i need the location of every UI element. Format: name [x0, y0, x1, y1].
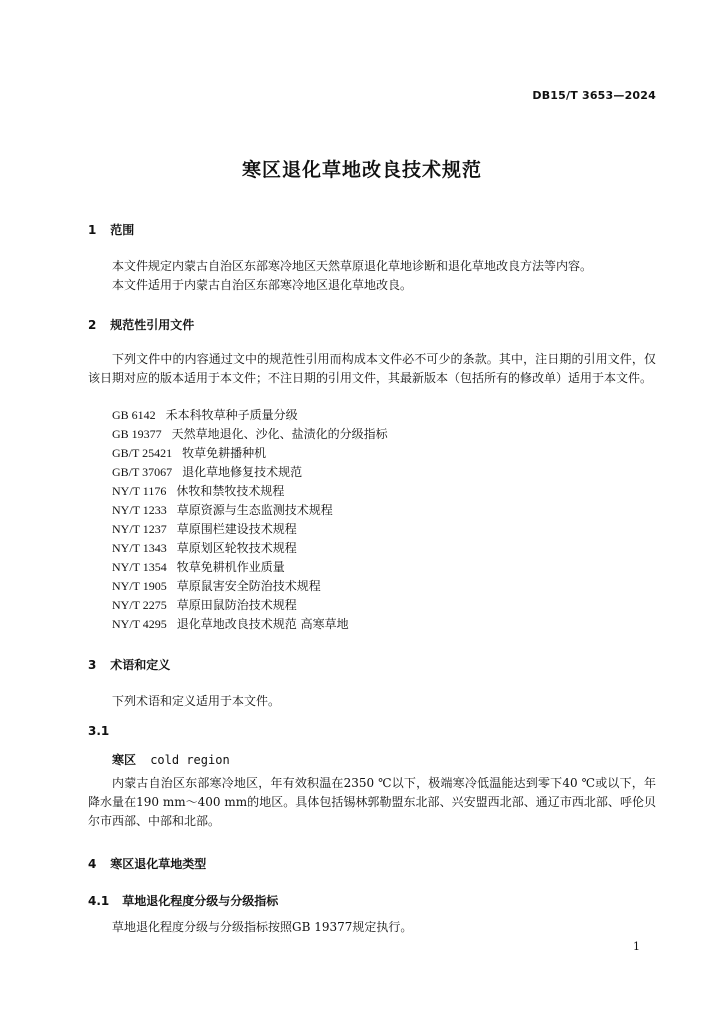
- reference-item: [112, 482, 388, 501]
- reference-code: NY/T 1176: [112, 484, 167, 498]
- section-1-title: 范围: [110, 223, 135, 237]
- section-2-number: 2: [88, 318, 97, 332]
- reference-title: 草原资源与生态监测技术规程: [176, 503, 333, 517]
- term-definition-paragraph: 内蒙古自治区东部寒冷地区，年有效积温在2350 ℃以下，极端寒冷低温能达到零下40 ℃或以下，年降水量在190 mm～400 mm的地区。具体包括锡林郭勒盟东北部、兴安盟西北部、通辽市西北部、呼伦贝尔市西部、中部和北部。: [88, 776, 656, 828]
- reference-item: [112, 596, 388, 615]
- reference-item: [112, 615, 388, 634]
- section-1-heading: [88, 221, 134, 238]
- section-2-heading: [88, 316, 194, 333]
- references-intro-paragraph: 下列文件中的内容通过文中的规范性引用而构成本文件必不可少的条款。其中，注日期的引用文件，仅该日期对应的版本适用于本文件；不注日期的引用文件，其最新版本（包括所有的修改单）适用于本文件。: [88, 352, 656, 385]
- reference-title: 草原田鼠防治技术规程: [176, 598, 297, 612]
- reference-code: NY/T 1905: [112, 579, 167, 593]
- reference-item: [112, 425, 388, 444]
- reference-code: NY/T 1354: [112, 560, 167, 574]
- reference-item: [112, 406, 388, 425]
- reference-item: [112, 444, 388, 463]
- standard-code: DB15/T 3653—2024: [532, 89, 656, 102]
- reference-title: 天然草地退化、沙化、盐渍化的分级指标: [171, 427, 388, 441]
- reference-item: [112, 501, 388, 520]
- section-3-number: 3: [88, 658, 97, 672]
- reference-code: GB 19377: [112, 427, 162, 441]
- normative-references-list: [112, 406, 388, 634]
- reference-code: GB/T 37067: [112, 465, 173, 479]
- reference-code: GB/T 25421: [112, 446, 173, 460]
- subsection-4-1-text: 草地退化程度分级与分级指标按照GB 19377规定执行。: [112, 920, 413, 934]
- reference-code: NY/T 2275: [112, 598, 167, 612]
- subsection-4-1-number: 4.1: [88, 894, 110, 908]
- reference-item: [112, 577, 388, 596]
- reference-title: 禾本科牧草种子质量分级: [165, 408, 298, 422]
- section-4-title: 寒区退化草地类型: [110, 857, 207, 871]
- section-3-heading: [88, 656, 170, 673]
- reference-code: NY/T 1233: [112, 503, 167, 517]
- terms-intro-paragraph: 下列术语和定义适用于本文件。: [112, 694, 281, 708]
- document-title: 寒区退化草地改良技术规范: [241, 159, 482, 181]
- scope-paragraph-1: 本文件规定内蒙古自治区东部寒冷地区天然草原退化草地诊断和退化草地改良方法等内容。: [112, 259, 593, 273]
- reference-code: NY/T 1343: [112, 541, 167, 555]
- page-number: 1: [633, 940, 640, 953]
- reference-code: GB 6142: [112, 408, 156, 422]
- term-name-en: cold region: [150, 753, 230, 767]
- reference-title: 休牧和禁牧技术规程: [176, 484, 285, 498]
- reference-title: 草原围栏建设技术规程: [176, 522, 297, 536]
- subsection-4-1-title: 草地退化程度分级与分级指标: [122, 894, 279, 908]
- term-number: 3.1: [88, 724, 110, 738]
- reference-item: [112, 558, 388, 577]
- section-2-title: 规范性引用文件: [110, 318, 195, 332]
- reference-item: [112, 463, 388, 482]
- term-heading: [112, 751, 230, 768]
- scope-paragraph-2: 本文件适用于内蒙古自治区东部寒冷地区退化草地改良。: [112, 278, 413, 292]
- reference-title: 牧草免耕播种机: [182, 446, 267, 460]
- reference-item: [112, 539, 388, 558]
- subsection-4-1-heading: [88, 892, 278, 909]
- section-4-number: 4: [88, 857, 97, 871]
- section-4-heading: [88, 855, 206, 872]
- reference-title: 牧草免耕机作业质量: [176, 560, 285, 574]
- reference-title: 草原划区轮牧技术规程: [176, 541, 297, 555]
- reference-title: 退化草地改良技术规范 高寒草地: [176, 617, 349, 631]
- section-1-number: 1: [88, 223, 97, 237]
- reference-title: 退化草地修复技术规范: [182, 465, 303, 479]
- reference-item: [112, 520, 388, 539]
- reference-code: NY/T 1237: [112, 522, 167, 536]
- reference-title: 草原鼠害安全防治技术规程: [176, 579, 321, 593]
- term-name-zh: 寒区: [112, 753, 137, 767]
- section-3-title: 术语和定义: [110, 658, 171, 672]
- reference-code: NY/T 4295: [112, 617, 167, 631]
